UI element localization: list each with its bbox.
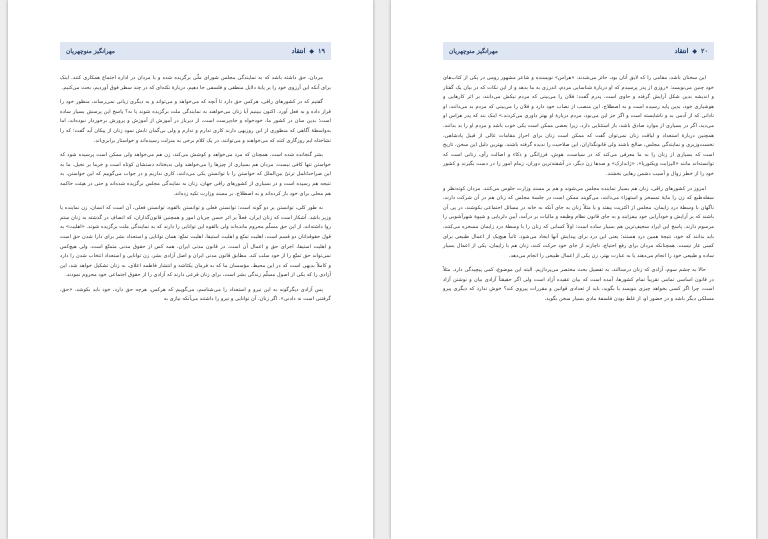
paragraph: بشر گنجانده شده است. همچنان که مرد می‌خواهد و کوشش می‌کند، زن هم می‌خواهد ولی ممکن است پرسیده شود که خواستن تنها کافی نیست. مردان هم بسیاری از چیزها را می‌خواهند ولی بدیختانه دستشان کوتاه است و خرما بر نخیل. ما به این صراحت‌ّلمل ترتیّ بین‌الملل که خواستن را با توانستن یکی می‌دانند، کاری نداریم و در جواب می‌گوییم که این خواستن، به نتیجه هم رسیده است و در بسیاری از کشورهای راقی جهان، زنان به نمایندگی مجلس برگزیده شده‌اند و حتی در هیئت حاکمه هم محلی برای خود باز کرده‌اند و به اصطلاح، بر مسند وزارت تکیه زده‌اند. [60,152,331,197]
page-header [60,42,331,60]
page-body [60,74,331,310]
paragraph: به طور کلی، توانستن بر دو گونه است: توانستن فعلی و توانستن بالقوه. توانستن فعلی، آن است که انسان، زن نماینده یا وزیر باشد. آشکار است که زنان ایران، فعلاً بر اثر حسن جریان امور و همچنین قانون‌گذاران، که انصاف در گذشته به زنان ستم روا داشته‌اند، از این حق مسلّم محروم مانده‌اند ولی بالقوه این توانایی را دارند که به نمایندگی ملت برگزیده شوند. «اهلیت» به قول حقوقدانان دو قسم است، اهلیت تمتّع و اهلیت استیفا. اهلیت تمتّع: همان توانایی و استعداد بشر برای دارا شدن حق است و اهلیت استیفا، اجرای حق و اعمال آن است. در قانون مدنی ایران، همه کس از حقوق مدنی متمتّع است، ولی هیچ‌کس نمی‌تواند حق تمتّع را از خود سلب کند. مطابق قانون مدنی ایران و اصل آزادی بشر، زن توانایی و استعداد انتخاب شدن را دارد و کاملاً بدیهی است که در این محیط، مؤسسان ما که به فرمان یکتاشه و انتشار فاطمه اعلای، به زنان تشکیل خواهد شد، این آزادی را که یکی از اصول مسلّم زندگی بشر است، برای زنان فرعی دارند که آزادی را از حقوق اجتماعی خود محروم نمودند. [60,205,331,279]
paragraph: پس آزادی دیگرگونه به این نیرو و استعداد را می‌شناسم، می‌گوییم که هرکس، هرچه حق دارد، خود باید بکوشد. «حق، گرفتنی است نه دادنی». اگر زنان، آن توانایی و نیرو را داشتند می‌آنکه نیازی به [60,286,331,303]
page-left [8,0,373,539]
header-title-group [675,47,708,55]
paragraph: مردان، حق داشته باشد که به نمایندگی مجلس شورای ملّی برگزیده شده و با مردان در اداره اجتماع همکاری کنند. اینک برای آنکه این آرزوی خود را بر پایهٔ دلایل منطقی و فلسفی جا دهیم، دربارهٔ نکته‌ای که در چند سطر فوق آوردیم، بحث می‌کنیم. [60,75,331,91]
page-body [443,74,714,310]
page-right [391,0,756,539]
header-section: انتقاد [291,47,306,55]
page-header [443,42,714,60]
paragraph: گفتیم که در کشورهای راقی، هرکس حق دارد تا آنچه که می‌خواهد و می‌تواند و به دیگری زیانی نمی‌رساند، منظور خود را قرار داده و به فعل آورد. اکنون ببینیم آیا زنان می‌خواهند به نمایندگی ملت برگزیده شوند یا نه؟ پاسخ این پرسش بسیار ساده است؛ بدین سان در کشور ما، خودخواه و جاه‌پرست است، از دیرباز در آموزش از آموزش و پرورش برخوردار نبوده‌اند، اما به‌واسطهٔ آگاهی که منظوری از این روزبهی دارند کاری تدارم و تدارم و ولی بی‌گمان تابش نمود زنان از پیکان آید گفت؛ که را نشاختاه ایم روزگاری کنند که می‌خواهند و می‌توانند. در یک کلام برخی به منزلت رسیده‌اند و خواستار برابری‌اند. [60,99,331,144]
paragraph: امروز در کشورهای راقی، زنان هم بسیار نماینده مجلس می‌شوند و هم بر مسند وزارت جلوس می‌کنند. مردان کوته‌نظر و سفله‌طبع که زن را مایهٔ تمسخر و استهزاء می‌دانند، می‌گویند ممکن است در جلسهٔ مجلس که زنان هم در آن شرکت دارند، ناگهان با وسطهٔ درد زایمان، مجلس از اکثریت بیفتد و یا مثلاً زنان به جای آنکه به خانه در مسائل اجتماعی بکوشند، در پی آن باشند که بر آرایش و خودآرایی خود بیفزایند و به جای قانون نظام وظیفه و مالیات بر درآمد، آیین دلربایی و شیوهٔ شهرآشوبی را مرسوم دارند. پاسخ این ایراد سخیف‌ترین هم بسیار ساده است: اولاً کسانی که زنان را با وسطهٔ درد زایمان مسخره می‌کنند، باید بدانند که خود، نتیجهٔ همین درد هستند؛ یعنی این درد برای پیدایش آنها ایجاد می‌شود. ثانیاً هیچ‌یک از اعمال طبیعی برای کسی عار نیست. همچنانکه مردان برای رفع احتیاج، ناچارند از جای خود حرکت کنند، زنان هم با زایمان، یکی از اعمال بسیار ساده و طبیعی خود را انجام می‌دهند یا به عبارت بهتر، زن یکی از اعمال طبیعی را انجام می‌دهد. [443,185,714,259]
header-page-number: ۲۰ [701,47,708,55]
paragraph: این سخنان باشد، مقامی را که لایق آنان بود، حائز می‌شدند. «هراس» نویسنده و شاعر مشهور رومی در یکی از کتاب‌های خود چنین می‌نویسد: «روزی از پدر پرسیدم که او دربارهٔ شناسایی مردم، اندرزی به ما بدهد و از این نکات که در بیان یک گفتار و اندیشه بدین شکل آرایش گرفته و حاوی است. پدرم گفت: فلان را می‌بینی که مردم نیکش می‌دانند، بر اثر کارهایی و هوشیاری خود، بدین پایه رسیده است و به اصطلاح، این منصب از نصاب خود دارد و فلان را می‌بینی که مردم بد می‌دانند، او نادانی که از آدمی بد و ناشایسته است و اگر جز این می‌بود، مردم دربارهٔ او بهتر داوری می‌کردند.» اینک بند که پدر هراس او می‌دید، اگر در بسیاری از موارد صادق باشد، باز استثنایی دارد. زیرا بعضی ممکن است یکی خوب باشد و مردم او را بد بدانند. همچنین دربارهٔ استعداد و لیاقت زنان نمی‌توان گفت که ممکن است زنان برای احراز مقامات عالی از قبیل پادشاهی، نخست‌وزیری و نمایندگی مجلس، صالح باشند ولی قانونگذاران، این صلاحیت را ندیده گرفته باشند. بهترین دلیل این سخن، تاریخ است که بسیاری از زنان را به ما معرفی می‌کند که در سیاست، هوش، فرزانگی و ذکاء و اصالت رأی، زنانی است که توانسته‌اند مانند «الیزابت ویکتوریا»، «ژاندارک» و صدها زن دیگر، در آشفته‌ترین دوران، زمام امور را در دست بگیرند و کشور خود را از خطر زوال و آسیب دشمن رهایی بخشند. [443,75,714,177]
header-title-group [292,47,325,55]
header-section: انتقاد [674,47,689,55]
paragraph: حالا به چشم سوم، آزادی که زنان درسنالند، به تفصیل بحث مختصر می‌پردازیم. البته این موضوع، کمی پیچیدگی دارد. مثلاً در قانون اساسی تمامی تقریباً تمام کشورها، آمده است که بیان عقیده آزاد است ولی اگر حقیقتاً آزادی بیان و نوشتن آزاد است، چرا اگر کسی بخواهد چیزی بنویسد یا بگوید، باید از تعدادی قوانین و مقررات پیروی کند؟ خوش ندارد که دیگری پیرو مسلکی دیگر باشد و در حضور او، از غلط بودن فلسفهٔ مادی بسیار سخن بگوید. [443,267,714,303]
header-author: مهرانگیز منوچهریان [66,47,115,55]
header-author: مهرانگیز منوچهریان [449,47,498,55]
diamond-icon: ◆ [692,47,698,55]
header-page-number: ۱۹ [318,47,325,55]
diamond-icon: ◆ [309,47,315,55]
